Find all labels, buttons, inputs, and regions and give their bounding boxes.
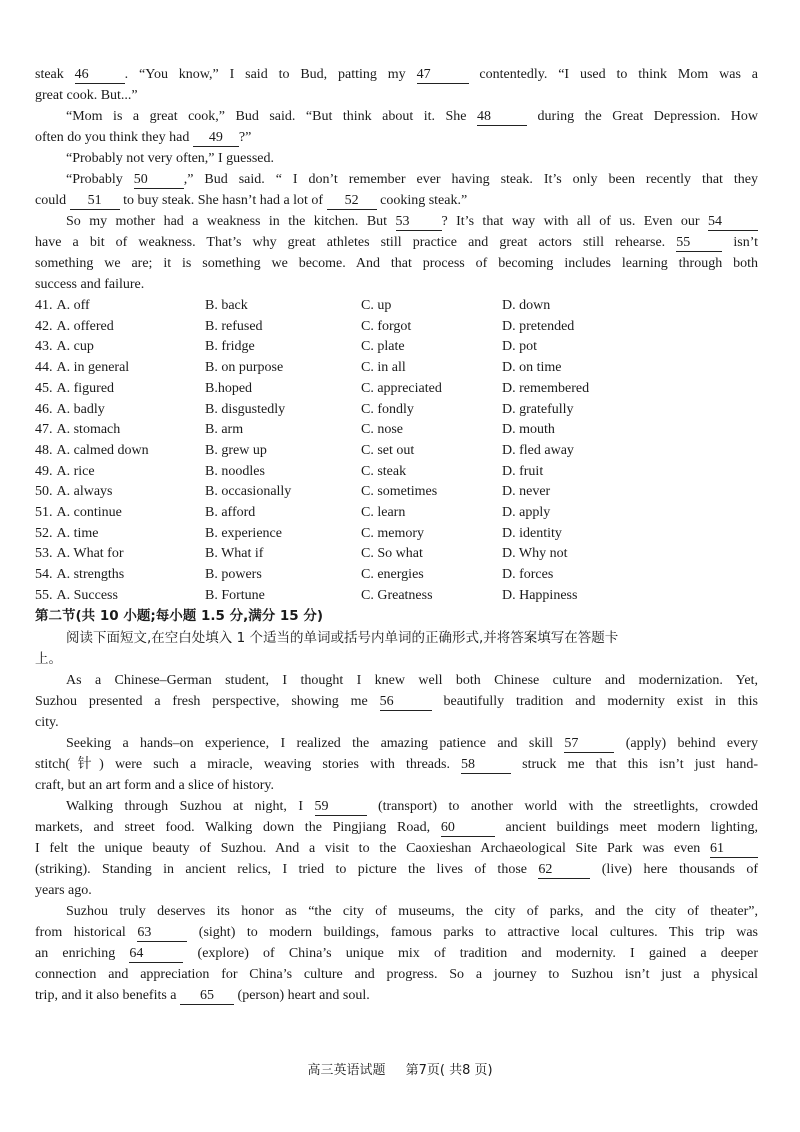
option-d[interactable]: D. Happiness xyxy=(502,587,578,603)
option-d[interactable]: D. never xyxy=(502,484,551,500)
option-row xyxy=(35,338,775,356)
option-a[interactable] xyxy=(35,463,95,481)
option-d[interactable]: D. fruit xyxy=(502,463,544,479)
text-segment: trip, and it also benefits a xyxy=(35,988,181,1003)
text-segment: (apply) behind every xyxy=(614,736,758,751)
passage1-line xyxy=(66,108,758,126)
text-segment: success and failure. xyxy=(35,277,145,292)
option-a[interactable] xyxy=(35,297,90,315)
text-segment: ,” Bud said. “ I don’t remember ever having steak. It’s only been recently that they xyxy=(183,172,759,187)
option-d[interactable]: D. on time xyxy=(502,360,562,376)
text-segment: (live) here thousands of xyxy=(590,862,758,877)
option-c[interactable]: C. set out xyxy=(361,442,415,458)
text-segment: Suzhou truly deserves its honor as “the city of museums, the city of parks, and the city of theater”, xyxy=(66,904,758,919)
option-b[interactable]: B. back xyxy=(205,298,248,313)
text-segment: Suzhou presented a fresh perspective, showing me xyxy=(35,694,380,709)
text-segment: ancient buildings meet modern lighting, xyxy=(494,820,759,835)
text-segment: “Probably not very often,” I guessed. xyxy=(66,151,274,166)
question-number: 41. xyxy=(35,298,53,313)
text-segment: (person) heart and soul. xyxy=(234,988,370,1003)
option-a-text: A. stomach xyxy=(56,422,121,438)
text-segment: an enriching xyxy=(35,946,130,961)
question-number: 50. xyxy=(35,484,53,500)
section2-instruction-end: 上。 xyxy=(35,651,62,667)
option-c[interactable]: C. nose xyxy=(361,422,403,438)
option-row xyxy=(35,587,775,605)
passage1-line xyxy=(35,129,251,147)
passage1-line xyxy=(35,192,467,210)
question-number: 44. xyxy=(35,360,53,376)
footer-page-number: 第7页( 共8 页) xyxy=(405,1063,493,1078)
text-segment: ?” xyxy=(238,130,252,145)
text-segment: beautifully tradition and modernity exist in this xyxy=(431,694,759,709)
answer-blank-57[interactable]: 57 xyxy=(564,736,614,753)
option-a[interactable] xyxy=(35,525,99,543)
text-segment: . “You know,” I said to Bud, patting my xyxy=(124,67,417,82)
option-d[interactable]: D. identity xyxy=(502,525,562,541)
option-a-text: A. calmed down xyxy=(56,442,149,458)
option-row xyxy=(35,359,775,377)
question-number: 47. xyxy=(35,422,53,438)
passage2-line xyxy=(35,882,92,900)
option-a[interactable] xyxy=(35,380,114,398)
passage2-line xyxy=(35,945,758,963)
option-d[interactable]: D. pretended xyxy=(502,318,575,334)
text-segment: ? It’s that way with all of us. Even our xyxy=(441,214,708,229)
question-number: 48. xyxy=(35,442,53,458)
text-segment: I felt the unique beauty of Suzhou. And a visit to the Caoxieshan Archaeological Site Park was even xyxy=(35,841,710,856)
text-segment: So my mother had a weakness in the kitchen. But xyxy=(66,214,396,229)
option-a-text: A. continue xyxy=(56,505,122,520)
option-a-text: A. What for xyxy=(56,546,124,562)
text-segment: Seeking a hands–on experience, I realized the amazing patience and skill xyxy=(66,736,565,751)
passage2-line xyxy=(35,819,758,837)
option-a[interactable] xyxy=(35,318,114,336)
option-row xyxy=(35,463,775,481)
answer-blank-59[interactable]: 59 xyxy=(315,799,367,816)
option-b[interactable]: B. grew up xyxy=(205,442,267,458)
option-c[interactable]: C. So what xyxy=(361,546,423,562)
text-segment: markets, and street food. Walking down the Pingjiang Road, xyxy=(35,820,441,835)
text-segment: steak xyxy=(35,67,75,82)
text-segment: have a bit of weakness. That’s why great athletes still practice and great actors still rehearse. xyxy=(35,235,677,250)
text-segment: As a Chinese–German student, I thought I knew well both Chinese culture and modernization. Yet, xyxy=(66,673,758,688)
option-d[interactable]: D. pot xyxy=(502,339,537,355)
option-b[interactable]: B. Fortune xyxy=(205,587,265,603)
answer-blank-56[interactable]: 56 xyxy=(380,694,432,711)
option-a[interactable] xyxy=(35,545,124,563)
answer-blank-54[interactable]: 54 xyxy=(708,214,758,231)
passage2-line xyxy=(35,756,758,774)
passage2-line xyxy=(66,798,758,816)
option-row xyxy=(35,297,775,315)
answer-blank-46[interactable]: 46 xyxy=(75,67,125,84)
option-a-text: A. off xyxy=(56,298,90,313)
answer-blank-61[interactable]: 61 xyxy=(710,841,758,858)
text-segment: city. xyxy=(35,715,59,730)
option-a[interactable] xyxy=(35,566,124,584)
text-segment: to buy steak. She hasn’t had a lot of xyxy=(119,193,327,208)
option-b[interactable]: B. powers xyxy=(205,567,262,583)
option-a[interactable] xyxy=(35,359,129,377)
option-b[interactable]: B. on purpose xyxy=(205,360,284,376)
option-b[interactable]: B. afford xyxy=(205,505,256,520)
option-b[interactable]: B. fridge xyxy=(205,339,255,355)
text-segment: something we are; it is something we become. And that process of becoming includes learning through both xyxy=(35,256,758,271)
answer-blank-48[interactable]: 48 xyxy=(477,109,527,126)
option-b[interactable]: B. noodles xyxy=(205,463,265,479)
passage2-line xyxy=(35,693,758,711)
option-c[interactable]: C. learn xyxy=(361,505,406,520)
option-a-text: A. always xyxy=(56,484,113,500)
option-row xyxy=(35,421,775,439)
option-c[interactable]: C. plate xyxy=(361,339,405,355)
text-segment: (sight) to modern buildings, famous parks to attractive local cultures. This trip was xyxy=(187,925,759,940)
text-segment: stitch(针) were such a miracle, weaving stories with threads. xyxy=(35,757,462,772)
text-segment: contentedly. “I used to think Mom was a xyxy=(468,67,758,82)
text-segment: Walking through Suzhou at night, I xyxy=(66,799,315,814)
answer-blank-55[interactable]: 55 xyxy=(676,235,722,252)
footer-subject: 高三英语试题 xyxy=(307,1063,386,1078)
option-a[interactable] xyxy=(35,587,118,605)
option-d[interactable]: D. down xyxy=(502,298,551,313)
option-d[interactable]: D. forces xyxy=(502,567,554,583)
option-a-text: A. rice xyxy=(56,463,95,479)
answer-blank-52[interactable]: 52 xyxy=(327,193,377,210)
option-row xyxy=(35,504,775,522)
text-segment: years ago. xyxy=(35,883,92,898)
text-segment: isn’t xyxy=(722,235,758,250)
question-number: 54. xyxy=(35,567,53,583)
section2-instruction: 阅读下面短文,在空白处填入 1 个适当的单词或括号内单词的正确形式,并将答案填写在答题卡 xyxy=(66,630,619,646)
passage1-line xyxy=(66,150,274,168)
passage2-line xyxy=(66,903,758,921)
option-c[interactable]: C. steak xyxy=(361,463,407,479)
option-c[interactable]: C. Greatness xyxy=(361,587,433,603)
passage2-line xyxy=(35,714,59,732)
text-segment: often do you think they had xyxy=(35,130,193,145)
text-segment: struck me that this isn’t just hand- xyxy=(511,757,758,772)
option-b[interactable]: B.hoped xyxy=(205,380,253,396)
text-segment: from historical xyxy=(35,925,138,940)
passage1-line xyxy=(35,276,144,294)
passage2-line xyxy=(35,840,758,858)
page-footer xyxy=(0,1059,800,1078)
option-a[interactable] xyxy=(35,421,120,439)
option-row xyxy=(35,545,775,563)
answer-blank-63[interactable]: 63 xyxy=(137,925,187,942)
option-b[interactable]: B. occasionally xyxy=(205,484,292,500)
text-segment: “Probably xyxy=(66,172,134,187)
option-row xyxy=(35,318,775,336)
option-b[interactable]: B. disgustedly xyxy=(205,401,286,417)
option-c[interactable]: C. fondly xyxy=(361,401,414,417)
option-a-text: A. in general xyxy=(56,360,130,376)
text-segment: cooking steak.” xyxy=(376,193,468,208)
option-d[interactable]: D. fled away xyxy=(502,442,574,458)
passage2-line xyxy=(66,672,758,690)
answer-blank-53[interactable]: 53 xyxy=(396,214,442,231)
option-d[interactable]: D. gratefully xyxy=(502,401,574,417)
question-number: 55. xyxy=(35,587,53,603)
passage1-line xyxy=(66,171,758,189)
section2-title: 第二节(共 10 小题;每小题 1.5 分,满分 15 分) xyxy=(35,608,324,624)
option-row xyxy=(35,566,775,584)
option-a-text: A. figured xyxy=(56,380,115,396)
option-a-text: A. badly xyxy=(56,401,105,417)
text-segment: (explore) of China’s unique mix of tradition and modernity. I gained a deeper xyxy=(183,946,758,961)
option-a[interactable] xyxy=(35,442,149,460)
option-d[interactable]: D. remembered xyxy=(502,380,590,396)
passage1-line xyxy=(35,234,758,252)
option-a[interactable] xyxy=(35,483,113,501)
answer-blank-62[interactable]: 62 xyxy=(538,862,590,879)
text-segment: (striking). Standing in ancient relics, I tried to picture the lives of those xyxy=(35,862,539,877)
passage1-line xyxy=(35,87,138,105)
option-c[interactable]: C. up xyxy=(361,298,392,313)
passage2-line xyxy=(35,924,758,942)
answer-blank-51[interactable]: 51 xyxy=(70,193,120,210)
option-a-text: A. strengths xyxy=(56,567,125,583)
option-a[interactable] xyxy=(35,338,94,356)
passage1-line xyxy=(66,213,758,231)
option-a-text: A. Success xyxy=(56,587,118,603)
question-number: 46. xyxy=(35,401,53,417)
question-number: 49. xyxy=(35,463,53,479)
answer-blank-65[interactable]: 65 xyxy=(180,988,234,1005)
text-segment: craft, but an art form and a slice of history. xyxy=(35,778,274,793)
text-segment: during the Great Depression. How xyxy=(527,109,758,124)
question-number: 51. xyxy=(35,505,53,520)
question-number: 45. xyxy=(35,380,53,396)
answer-blank-50[interactable]: 50 xyxy=(134,172,184,189)
option-c[interactable]: C. energies xyxy=(361,567,424,583)
question-number: 52. xyxy=(35,525,53,541)
option-d[interactable]: D. mouth xyxy=(502,422,555,438)
option-row xyxy=(35,442,775,460)
passage1-line xyxy=(35,66,758,84)
question-number: 42. xyxy=(35,318,53,334)
passage2-line xyxy=(35,987,370,1005)
option-c[interactable]: C. memory xyxy=(361,525,424,541)
option-b[interactable]: B. refused xyxy=(205,318,263,334)
option-row xyxy=(35,483,775,501)
option-a-text: A. cup xyxy=(56,339,94,355)
text-segment: (transport) to another world with the streetlights, crowded xyxy=(366,799,758,814)
option-c[interactable]: C. appreciated xyxy=(361,380,442,396)
option-c[interactable]: C. forgot xyxy=(361,318,412,334)
option-a[interactable] xyxy=(35,401,105,419)
option-a-text: A. offered xyxy=(56,318,114,334)
passage2-line xyxy=(35,966,758,984)
option-b[interactable]: B. arm xyxy=(205,422,244,438)
option-b[interactable]: B. experience xyxy=(205,525,282,541)
answer-blank-58[interactable]: 58 xyxy=(461,757,511,774)
option-b[interactable]: B. What if xyxy=(205,546,264,562)
option-a-text: A. time xyxy=(56,525,99,541)
option-d[interactable]: D. Why not xyxy=(502,546,568,562)
question-number: 43. xyxy=(35,339,53,355)
passage2-line xyxy=(66,735,758,753)
option-row xyxy=(35,401,775,419)
option-c[interactable]: C. in all xyxy=(361,360,406,376)
passage1-line xyxy=(35,255,758,273)
question-number: 53. xyxy=(35,546,53,562)
text-segment: could xyxy=(35,193,70,208)
answer-blank-64[interactable]: 64 xyxy=(129,946,183,963)
option-row xyxy=(35,380,775,398)
answer-blank-49[interactable]: 49 xyxy=(193,130,239,147)
option-a[interactable] xyxy=(35,504,122,522)
passage2-line xyxy=(35,861,758,879)
text-segment: great cook. But...” xyxy=(35,88,138,103)
option-c[interactable]: C. sometimes xyxy=(361,484,438,500)
answer-blank-47[interactable]: 47 xyxy=(417,67,469,84)
option-d[interactable]: D. apply xyxy=(502,505,551,520)
option-row xyxy=(35,525,775,543)
text-segment: “Mom is a great cook,” Bud said. “But think about it. She xyxy=(66,109,478,124)
text-segment: connection and appreciation for China’s culture and progress. So a journey to Suzhou isn’t just a physical xyxy=(35,967,758,982)
passage2-line xyxy=(35,777,274,795)
answer-blank-60[interactable]: 60 xyxy=(441,820,495,837)
